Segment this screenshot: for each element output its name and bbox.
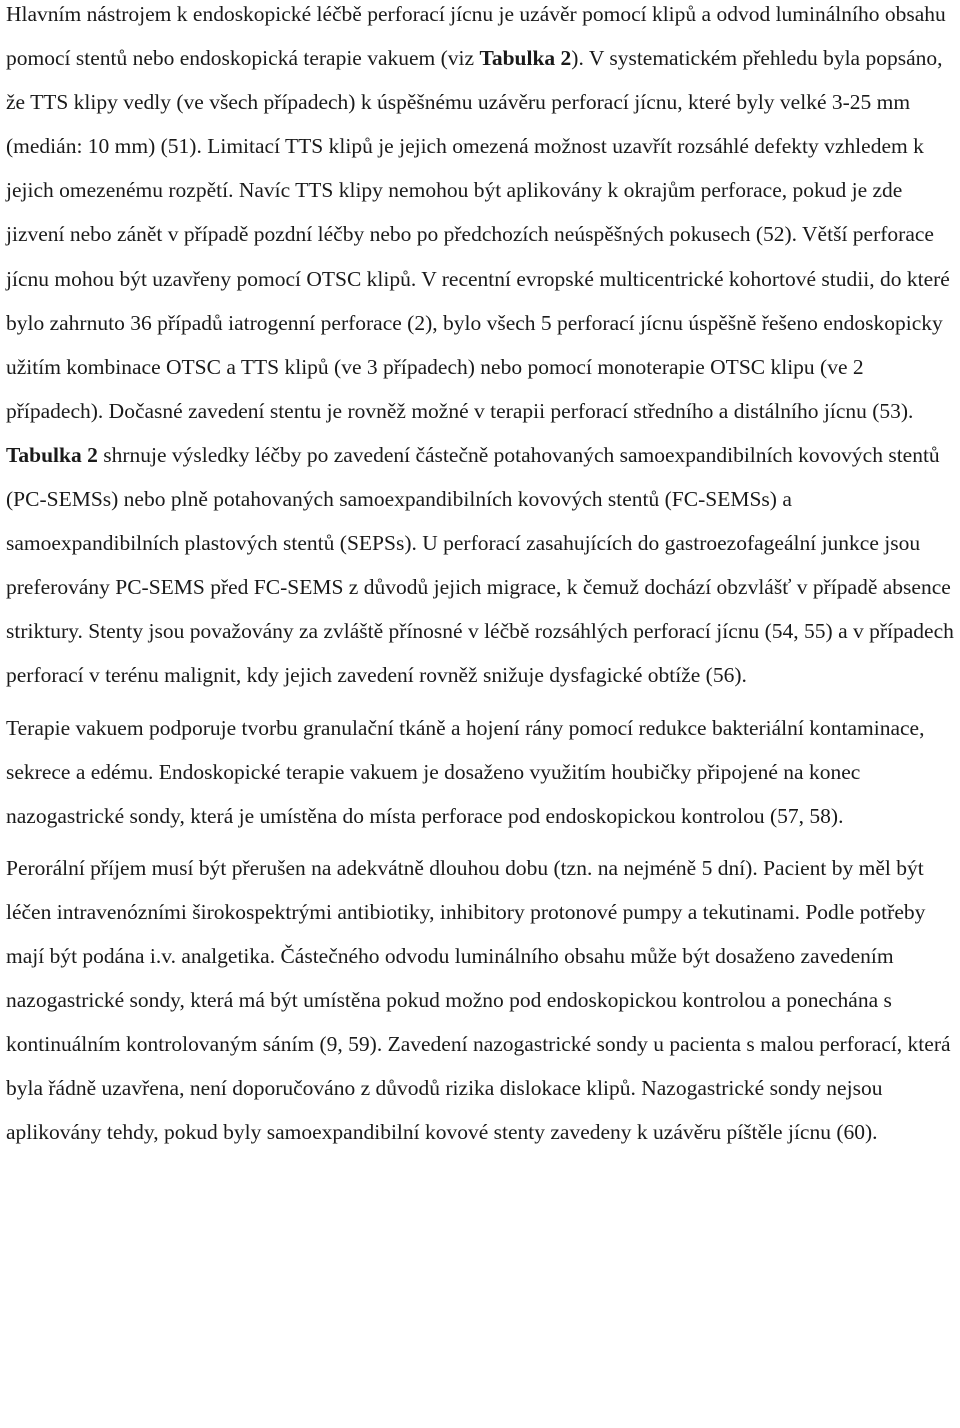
paragraph-spacer <box>6 838 956 846</box>
table-reference: Tabulka 2 <box>6 442 98 467</box>
text-segment: ). V systematickém přehledu byla popsáno, že TTS klipy vedly (ve všech případech) k úspěšnému uzávěru perforací jícnu, které byly velké 3-25 mm (medián: 10 mm) (51). Limitací TTS klipů je jejich omezená možnost uzavřít rozsáhlé defekty vzhledem k jejich omezenému rozpětí. Navíc TTS klipy nemohou být aplikovány k okrajům perforace, pokud je zde jizvení nebo zánět v případě pozdní léčby nebo po předchozích neúspěšných pokusech (52). Větší perforace jícnu mohou být uzavřeny pomocí OTSC klipů. V recentní evropské multicentrické kohortové studii, do které bylo zahrnuto 36 případů iatrogenní perforace (2), bylo všech 5 perforací jícnu úspěšně řešeno endoskopicky užitím kombinace OTSC a TTS klipů (ve 3 případech) nebo pomocí monoterapie OTSC klipu (ve 2 případech). Dočasné zavedení stentu je rovněž možné v terapii perforací středního a distálního jícnu (53). <box>6 46 950 423</box>
paragraph-oral-intake <box>6 846 956 1155</box>
text-segment: Terapie vakuem podporuje tvorbu granulační tkáně a hojení rány pomocí redukce bakteriální kontaminace, sekrece a edému. Endoskopické terapie vakuem je dosaženo využitím houbičky připojené na konec nazogastrické sondy, která je umístěna do místa perforace pod endoskopickou kontrolou (57, 58). <box>6 715 925 828</box>
paragraph-spacer <box>6 698 956 706</box>
table-reference: Tabulka 2 <box>479 46 572 71</box>
text-segment: Perorální příjem musí být přerušen na adekvátně dlouhou dobu (tzn. na nejméně 5 dní). Pacient by měl být léčen intravenózními širokospektrými antibiotiky, inhibitory protonové pumpy a tekutinami. Podle potřeby mají být podána i.v. analgetika. Částečného odvodu luminálního obsahu může být dosaženo zavedením nazogastrické sondy, která má být umístěna pokud možno pod endoskopickou kontrolou a ponechána s kontinuálním kontrolovaným sáním (9, 59). Zavedení nazogastrické sondy u pacienta s malou perforací, která byla řádně uzavřena, není doporučováno z důvodů rizika dislokace klipů. Nazogastrické sondy nejsou aplikovány tehdy, pokud byly samoexpandibilní kovové stenty zavedeny k uzávěru píštěle jícnu (60). <box>6 855 951 1145</box>
text-segment: shrnuje výsledky léčby po zavedení částečně potahovaných samoexpandibilních kovových stentů (PC-SEMSs) nebo plně potahovaných samoexpandibilních kovových stentů (FC-SEMSs) a samoexpandibilních plastových stentů (SEPSs). U perforací zasahujících do gastroezofageální junkce jsou preferovány PC-SEMS před FC-SEMS z důvodů jejich migrace, k čemuž dochází obzvlášť v případě absence striktury. Stenty jsou považovány za zvláště přínosné v léčbě rozsáhlých perforací jícnu (54, 55) a v případech perforací v terénu malignit, kdy jejich zavedení rovněž snižuje dysfagické obtíže (56). <box>6 442 954 688</box>
paragraph-endoscopic-treatment <box>6 0 956 698</box>
text-segment: Hlavním nástrojem k endoskopické léčbě perforací jícnu je uzávěr pomocí klipů a odvod luminálního obsahu pomocí stentů nebo endoskopická terapie vakuem (viz <box>6 2 946 71</box>
paragraph-vacuum-therapy <box>6 706 956 838</box>
document-page <box>6 0 956 1154</box>
